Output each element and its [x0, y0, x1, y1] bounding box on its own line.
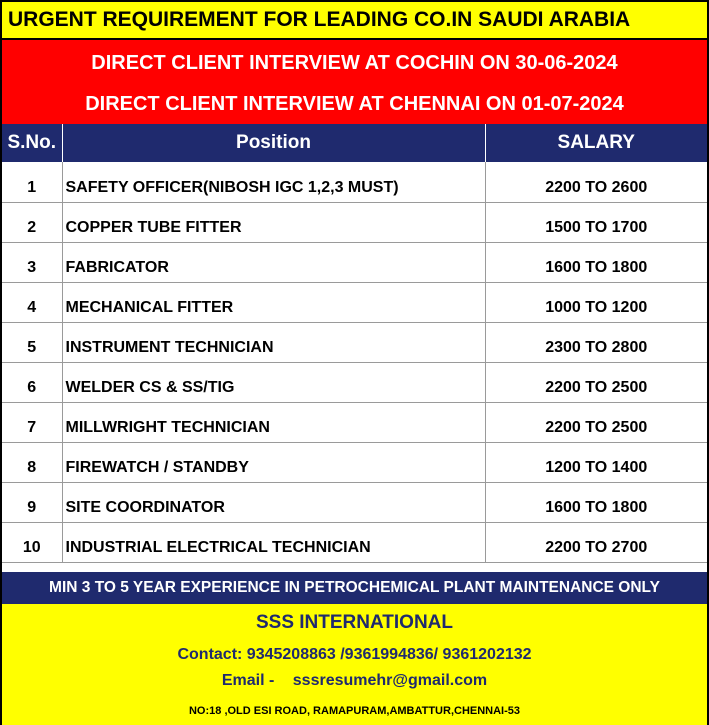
row-position: MECHANICAL FITTER: [62, 282, 485, 322]
interview-banner: [2, 40, 707, 124]
row-position: INDUSTRIAL ELECTRICAL TECHNICIAN: [62, 522, 485, 562]
email-label: Email -: [221, 672, 275, 689]
row-position: FIREWATCH / STANDBY: [62, 442, 485, 482]
interview-chennai: DIRECT CLIENT INTERVIEW AT CHENNAI ON 01-07-2024: [85, 93, 624, 115]
row-sno: 6: [2, 362, 62, 402]
row-position: FABRICATOR: [62, 242, 485, 282]
row-position: COPPER TUBE FITTER: [62, 202, 485, 242]
table-row: [2, 482, 707, 522]
row-position: SITE COORDINATOR: [62, 482, 485, 522]
row-position: INSTRUMENT TECHNICIAN: [62, 322, 485, 362]
row-salary: 2200 TO 2600: [485, 162, 707, 202]
row-sno: 5: [2, 322, 62, 362]
poster-title: [2, 2, 707, 40]
table-row: [2, 322, 707, 362]
table-row: [2, 362, 707, 402]
row-sno: 7: [2, 402, 62, 442]
row-salary: 1200 TO 1400: [485, 442, 707, 482]
row-salary: 1500 TO 1700: [485, 202, 707, 242]
table-row: [2, 162, 707, 202]
positions-table: [2, 124, 707, 563]
row-salary: 1600 TO 1800: [485, 242, 707, 282]
table-header-row: [2, 124, 707, 162]
interview-cochin: DIRECT CLIENT INTERVIEW AT COCHIN ON 30-06-2024: [91, 52, 618, 74]
row-sno: 3: [2, 242, 62, 282]
column-header-sno: S.No.: [2, 124, 62, 162]
row-sno: 1: [2, 162, 62, 202]
contact-footer: [2, 604, 707, 725]
table-row: [2, 202, 707, 242]
company-name: SSS INTERNATIONAL: [255, 612, 454, 633]
row-salary: 2200 TO 2500: [485, 402, 707, 442]
table-row: [2, 282, 707, 322]
row-salary: 1600 TO 1800: [485, 482, 707, 522]
email-address: sssresumehr@gmail.com: [292, 672, 488, 689]
poster-title-text: URGENT REQUIREMENT FOR LEADING CO.IN SAUDI ARABIA: [8, 8, 631, 31]
column-header-position: Position: [62, 124, 485, 162]
table-row: [2, 442, 707, 482]
table-row: [2, 402, 707, 442]
table-row: [2, 522, 707, 562]
row-sno: 9: [2, 482, 62, 522]
row-salary: 2200 TO 2500: [485, 362, 707, 402]
email-line: [2, 672, 707, 690]
column-header-salary: SALARY: [485, 124, 707, 162]
row-position: MILLWRIGHT TECHNICIAN: [62, 402, 485, 442]
row-sno: 8: [2, 442, 62, 482]
table-row: [2, 242, 707, 282]
office-address: NO:18 ,OLD ESI ROAD, RAMAPURAM,AMBATTUR,CHENNAI-53: [188, 705, 521, 717]
row-position: WELDER CS & SS/TIG: [62, 362, 485, 402]
contact-phones: Contact: 9345208863 /9361994836/ 9361202132: [177, 646, 532, 663]
row-sno: 2: [2, 202, 62, 242]
row-sno: 10: [2, 522, 62, 562]
row-salary: 2200 TO 2700: [485, 522, 707, 562]
row-salary: 1000 TO 1200: [485, 282, 707, 322]
row-salary: 2300 TO 2800: [485, 322, 707, 362]
experience-note: [2, 572, 707, 604]
row-sno: 4: [2, 282, 62, 322]
row-position: SAFETY OFFICER(NIBOSH IGC 1,2,3 MUST): [62, 162, 485, 202]
experience-note-text: MIN 3 TO 5 YEAR EXPERIENCE IN PETROCHEMICAL PLANT MAINTENANCE ONLY: [49, 579, 660, 596]
